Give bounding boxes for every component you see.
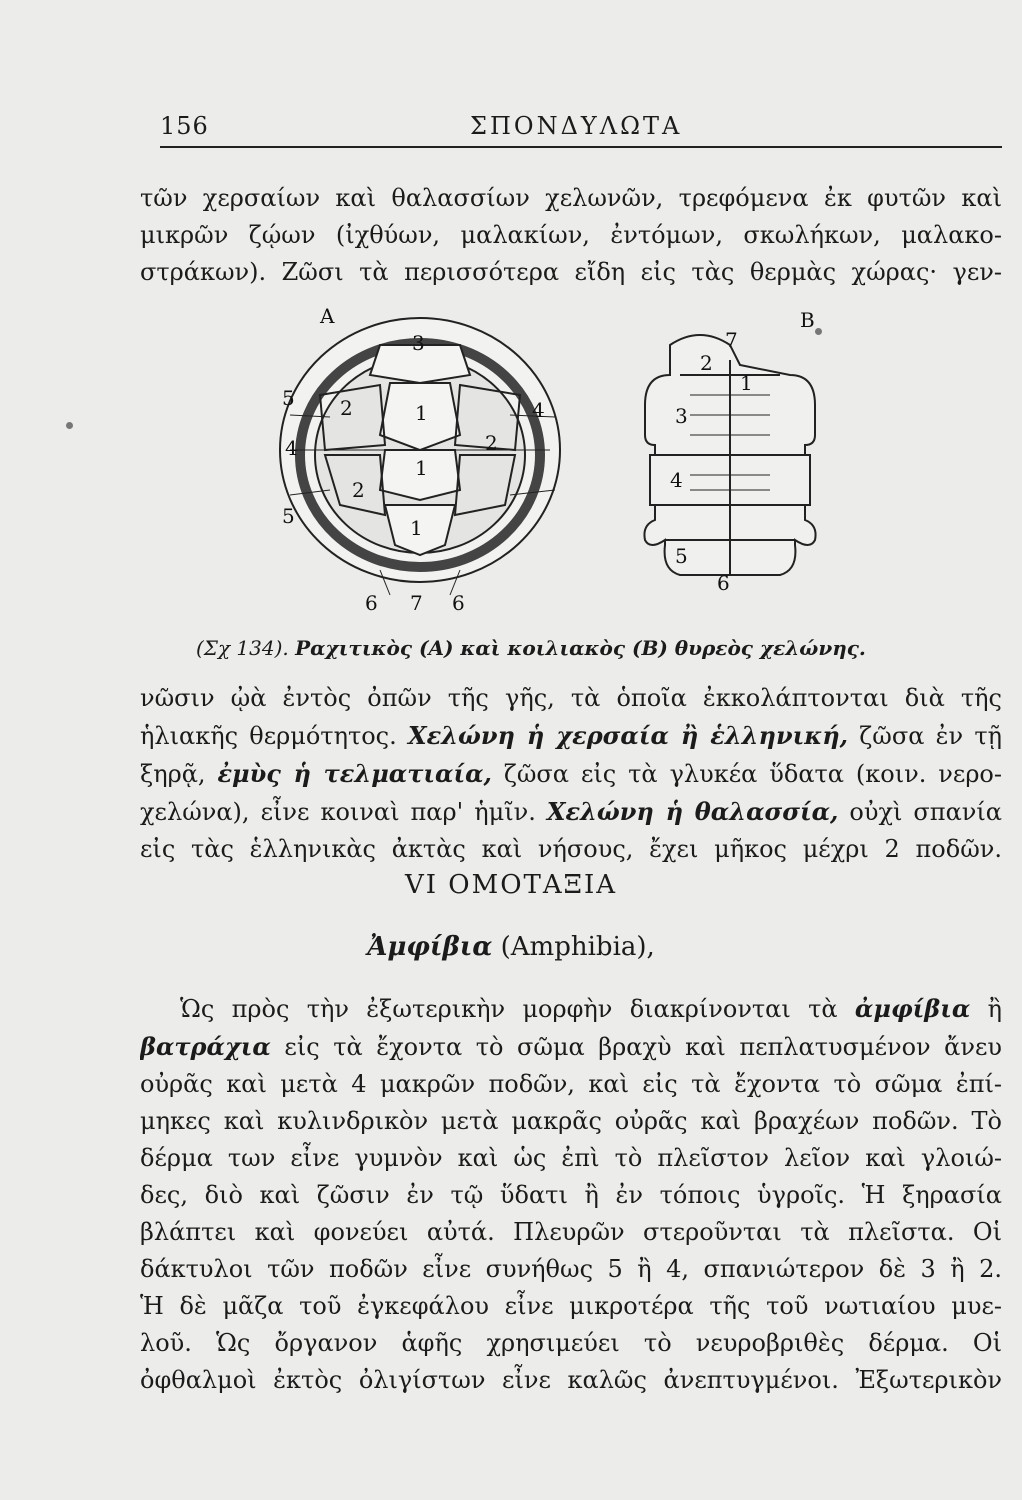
- emphasized-term: ἀμφίβια: [854, 994, 971, 1023]
- plastron-label: 6: [717, 571, 730, 595]
- turtle-shell-figure: [270, 305, 830, 625]
- emphasized-term: βατράχια: [140, 1032, 271, 1061]
- page-header: [160, 108, 1002, 148]
- text-line: εἰς τὰς ἑλληνικὰς ἀκτὰς καὶ νήσους, ἔχει μῆκος μέχρι 2 ποδῶν.: [140, 835, 1002, 863]
- caption-prefix: (Σχ 134).: [196, 636, 289, 660]
- carapace-label: 6: [452, 591, 465, 615]
- text-line: νῶσιν ᾠὰ ἐντὸς ὀπῶν τῆς γῆς, τὰ ὁποῖα ἐκκολάπτονται διὰ τῆς: [140, 684, 1002, 712]
- carapace-label: 5: [282, 386, 295, 410]
- emphasized-term: Χελώνη ἡ χερσαία ἢ ἑλληνική,: [407, 721, 849, 750]
- carapace-label: 5: [282, 504, 295, 528]
- text-line: μικρῶν ζῴων (ἰχθύων, μαλακίων, ἐντόμων, σκωλήκων, μαλακο-: [140, 221, 1002, 249]
- carapace-label: 2: [340, 396, 353, 420]
- subheading-greek: Ἀμφίβια: [367, 932, 493, 962]
- figure-label-a: A: [320, 305, 335, 328]
- plastron-label: 5: [675, 544, 688, 568]
- print-speck: [66, 422, 73, 429]
- section-title: VI ΟΜΟΤΑΞΙΑ: [404, 870, 618, 900]
- page-number: 156: [160, 112, 209, 140]
- text-line: δέρμα των εἶνε γυμνὸν καὶ ὡς ἐπὶ τὸ πλεῖστον λεῖον καὶ γλοιώ-: [140, 1144, 1002, 1172]
- text-line: δες, διὸ καὶ ζῶσιν ἐν τῷ ὕδατι ἢ ἐν τόποις ὑγροῖς. Ἡ ξηρασία: [140, 1181, 1002, 1209]
- text-line: βατράχια εἰς τὰ ἔχοντα τὸ σῶμα βραχὺ καὶ πεπλατυσμένον ἄνευ: [140, 1032, 1002, 1061]
- figure-caption: [196, 636, 866, 660]
- emphasized-term: Χελώνη ἡ θαλασσία,: [546, 797, 839, 826]
- text-line: Ἡ δὲ μᾶζα τοῦ ἐγκεφάλου εἶνε μικροτέρα τῆς τοῦ νωτιαίου μυε-: [140, 1292, 1002, 1320]
- plastron-label: 1: [740, 371, 753, 395]
- carapace-label: 7: [410, 591, 423, 615]
- carapace-label: 6: [365, 591, 378, 615]
- carapace-label: 3: [412, 331, 425, 355]
- caption-text: Ραχιτικὸς (Α) καὶ κοιλιακὸς (Β) θυρεὸς χελώνης.: [295, 636, 866, 660]
- text-line: ἡλιακῆς θερμότητος. Χελώνη ἡ χερσαία ἢ ἑλληνική, ζῶσα ἐν τῇ: [140, 721, 1002, 750]
- top-paragraph: [140, 180, 1002, 291]
- subheading: [0, 932, 1022, 962]
- carapace-label: 2: [352, 478, 365, 502]
- text-line: βλάπτει καὶ φονεύει αὐτά. Πλευρῶν στεροῦνται τὰ πλεῖστα. Οἱ: [140, 1218, 1002, 1246]
- plastron-drawing: [644, 335, 815, 575]
- running-title: ΣΠΟΝΔΥΛΩΤΑ: [470, 112, 683, 140]
- plastron-label: 2: [700, 351, 713, 375]
- carapace-label: 4: [285, 436, 298, 460]
- carapace-label: 1: [410, 516, 423, 540]
- text-line: οὐρᾶς καὶ μετὰ 4 μακρῶν ποδῶν, καὶ εἰς τὰ ἔχοντα τὸ σῶμα ἐπί-: [140, 1070, 1002, 1098]
- text-line: στράκων). Ζῶσι τὰ περισσότερα εἴδη εἰς τὰς θερμὰς χώρας· γεν-: [140, 258, 1002, 286]
- carapace-label: 4: [532, 398, 545, 422]
- carapace-label: 1: [415, 456, 428, 480]
- text-line: λοῦ. Ὡς ὄργανον ἁφῆς χρησιμεύει τὸ νευροβριθὲς δέρμα. Οἱ: [140, 1329, 1002, 1357]
- text-line: Ὡς πρὸς τὴν ἐξωτερικὴν μορφὴν διακρίνονται τὰ ἀμφίβια ἢ: [180, 994, 1002, 1023]
- text-line: χελώνα), εἶνε κοιναὶ παρ' ἡμῖν. Χελώνη ἡ θαλασσία, οὐχὶ σπανία: [140, 797, 1002, 826]
- print-speck: [815, 328, 822, 335]
- main-paragraph: [140, 990, 1002, 1399]
- plastron-label: 7: [725, 328, 738, 352]
- figure-label-b: B: [800, 308, 815, 332]
- header-rule: [160, 146, 1002, 148]
- plastron-label: 4: [670, 468, 683, 492]
- text-line: ξηρᾷ, ἐμὺς ἡ τελματιαία, ζῶσα εἰς τὰ γλυκέα ὕδατα (κοιν. νερο-: [140, 759, 1002, 788]
- text-line: μηκες καὶ κυλινδρικὸν μετὰ μακρᾶς οὐρᾶς καὶ βραχέων ποδῶν. Τὸ: [140, 1107, 1002, 1135]
- text-line: δάκτυλοι τῶν ποδῶν εἶνε συνήθως 5 ἢ 4, σπανιώτερον δὲ 3 ἢ 2.: [140, 1255, 1002, 1283]
- subheading-latin: (Amphibia),: [500, 932, 655, 962]
- emphasized-term: ἐμὺς ἡ τελματιαία,: [217, 759, 492, 788]
- carapace-label: 2: [485, 431, 498, 455]
- plastron-label: 3: [675, 404, 688, 428]
- text-line: ὀφθαλμοὶ ἐκτὸς ὀλιγίστων εἶνε καλῶς ἀνεπτυγμένοι. Ἐξωτερικὸν: [140, 1366, 1002, 1394]
- text-line: τῶν χερσαίων καὶ θαλασσίων χελωνῶν, τρεφόμενα ἐκ φυτῶν καὶ: [140, 184, 1002, 212]
- middle-paragraph: [140, 680, 1002, 868]
- carapace-label: 1: [415, 401, 428, 425]
